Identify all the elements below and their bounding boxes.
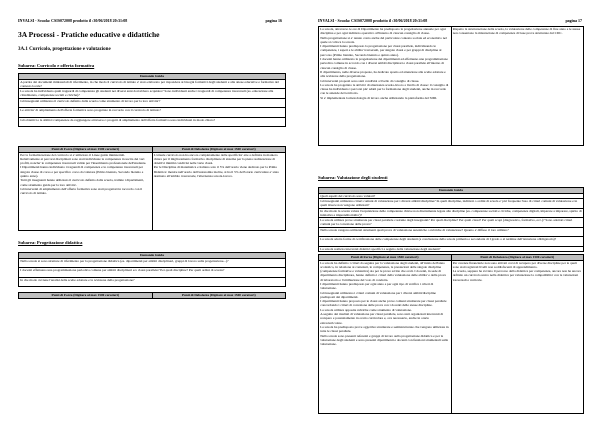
weaknesses-text: L'attuale curricolo non ha ancora completamente delle specificita' atte a definire in maniera chiara per il miglioramento formativo disciplinare di sistema per la piena realizzazione di obiettivi minimi condivisi nelle varie classi. Per le Discipline di matematica e italiano solo il 5% dell'orario viene dedicato per la Prima Didattica: mentre nell'orario dell'autonomia inoltre, si ha il 5% dell'orario curriculare e' stato destinato all'ambito trasversale, l'alternanza scuola-lavoro. xyxy=(152,152,286,230)
guide-question: La scuola adotta forme di certificazione delle competenze degli studenti (a conclusione della scuola primaria e secondaria di I grado o al termine dell'istruzione obbligatoria)? xyxy=(319,237,584,247)
subarea-title-valutazione: Subarea: Valutazione degli studenti xyxy=(318,175,388,180)
guide-questions-table-valutazione xyxy=(318,187,584,252)
page-number: pagina 17 xyxy=(565,18,582,23)
page-number: pagina 16 xyxy=(265,18,282,23)
weaknesses-header: Punti di Debolezza (Digitare al max 1500 caratteri) xyxy=(152,147,286,153)
guide-question: I docenti effettuano una programmazione periodica comune per ambiti disciplinari e/o classi parallele? Per quali discipline? Per quali ordini di scuola? xyxy=(19,268,286,278)
guide-question: Le attivita' di ampliamento dell'offerta formativa sono progettate in raccordo con il curricolo di istituto? xyxy=(19,108,286,118)
progettazione-continuation-table xyxy=(318,26,584,146)
strengths-header: Punti di Forza (Digitare al max 1500 caratteri) xyxy=(19,147,153,153)
guide-question: Gli obiettivi e le abilita'/competenze da raggiungere attraverso i progetti di ampliamento dell'offerta formativa sono individuati in modo chiaro? xyxy=(19,117,286,127)
guide-question: La scuola realizza interventi didattici specifici a seguito della valutazione degli studenti? xyxy=(319,246,584,252)
strengths-weaknesses-table-curricolo xyxy=(18,146,286,231)
weaknesses-header: Punti di Debolezza (Digitare al max 1500 caratteri) xyxy=(152,293,286,299)
weaknesses-text: Per carenze finanziarie non sono attivati corsi di recupero per diverse discipline per le quali sono stati registrati livelli non soddisfacenti di apprendimento. La scuola, seppure ha avviato il percorso della didattica per competenze, ancora non ha ancora definito un curricolo unico nella didattica per valutazione la compatibilita' con le valutazioni trasversali e verticale. xyxy=(451,260,584,413)
page-header-left: INVALSI - Scuola: CSIS072008 prodotto il :30/06/2018 20:31:08 xyxy=(318,18,428,23)
guide-question: Gli insegnanti utilizzano il curricolo definito dalla scuola come strumento di lavoro per la loro attivita'? xyxy=(19,98,286,108)
guide-questions-table-curricolo xyxy=(18,73,286,127)
guide-question: Nella scuola si sono strutture di riferimento per la progettazione didattica (es. dipartimenti per ambiti disciplinari, gruppi di lavoro sulla progettazione...)? xyxy=(19,258,286,268)
strengths-text: La scuola ha definito i criteri da seguire per la valutazione degli studenti, all'inizio dell'anno scolastico, in relazione ai contenuti, le competenze, le prestazioni delle singole discipline (competenze formative e valutative) sia per le prove scritte che orali. I docenti, in sede di dipartimento disciplinare, hanno definito i criteri della valutazione delle abilita' e della prova di laboratorio e l'attribuzione del voto di condotta. I dipartimenti hanno predisposto per ogni anno e per ogni tipo di verifica i criteri di valutazione. Gli insegnanti utilizzano i criteri comuni di valutazione per i diversi ambiti/discipline predisposti dai dipartimenti. I dipartimenti hanno proposto per le classi anche prove comuni strutturate per classi parallele concordando i criteri di correzione delle prove con i docenti delle stesse discipline. La scuola utilizza apposite rubriche come strumento di valutazione. A seguito dei risultati di valutazione per classi parallele, sono stati organizzati interventi di recupero e potenziamento in orario curricolare e, ove necessario, anche in orario extracurricolare. La scuola ha predisposto prove oggettive strutturate e semistrutturate che vengono utilizzate in tutte le classi parallele. Nella scuola sono presenti referenti e gruppi di lavoro sulla progettazione didattica e per la valutazione degli studenti e sono presenti dipartimenti e docenti con funzioni strumentali sulla valutazione. xyxy=(319,260,452,413)
guide-question: In che modo avviene l'analisi delle scelte adottate e la revisione della progettazione? xyxy=(19,277,286,287)
guide-questions-table-progettazione xyxy=(18,252,286,287)
guide-questions-header: Domande Guida xyxy=(319,188,584,194)
guide-questions-header: Domande Guida xyxy=(19,74,286,80)
subarea-title-curricolo: Subarea: Curricolo e offerta formativa xyxy=(18,63,95,68)
guide-question: La scuola utilizza prove strutturate per classi parallele costruite dagli insegnanti? Per quali discipline? Per quali classi? Per quali scopi (diagnostico, formativo, ecc.)? Sono adottati criteri comuni per la correzione delle prove? xyxy=(319,218,584,228)
guide-question: In che modo la scuola valuta l'acquisizione delle competenze chiave non direttamente legate alle discipline (es. competenze sociali e civiche, competenze digitali, imparare a imparare, spirito di iniziativa e imprenditorialita')? xyxy=(320,208,582,217)
guide-question: La scuola ha individuato quali traguardi di competenza gli studenti nei diversi anni dovrebbero acquisire? Sono individuati anche i traguardi di competenza trasversali (es. educazione alla cittadinanza, competenze sociali e civiche)? xyxy=(19,89,286,99)
strengths-weaknesses-table-valutazione xyxy=(318,254,584,414)
guide-question: Nella scuola vengono utilizzati strumenti quali prove di valutazione autentiche o rubriche di valutazione? Quanto e' diffuso il loro utilizzo? xyxy=(319,227,584,237)
guide-question: Quali aspetti del curricolo sono valutati? xyxy=(319,193,584,199)
subarea-title-progettazione: Subarea: Progettazione didattica xyxy=(18,240,83,245)
strengths-header: Punti di Forza (Digitare al max 1500 caratteri) xyxy=(19,293,153,299)
page-17 xyxy=(300,0,600,424)
weaknesses-header: Punti di Debolezza (Digitare al max 1500 caratteri) xyxy=(451,255,584,261)
subsection-title: 3A.1 Curricolo, progettazione e valutazione xyxy=(18,47,111,52)
guide-question: Gli insegnanti utilizzano criteri comuni di valutazione per i diversi ambiti/discipline? In quali discipline, indirizzi o ordini di scuola e' piu' frequente l'uso di criteri comuni di valutazione e in quali invece non vengono utilizzati? xyxy=(319,199,584,209)
page-header-left: INVALSI - Scuola: CSIS072008 prodotto il :30/06/2018 20:31:08 xyxy=(18,18,128,23)
strengths-weaknesses-table-progettazione xyxy=(18,292,286,299)
strengths-text: Per la formalizzazione del curricolo si e' utilizzato il Linee guida ministeriali. Relativamente ai percorsi disciplinari sono stati individuate le competenze in uscita dei vari profili, nonche' le competenze trasversali valide per l'inserimento professionale dell'studente. I Dipartimenti hanno individuato i traguardi di competenza e le competenze trasversali per singola classe di corso e per specifico corso da valutare (Primo biennio, Secondo biennio e quinto anno). Tutti gli insegnanti hanno utilizzato il curricolo definito dalla scuola, tramite i dipartimenti, come strumento guida per la loro attivita'. Gli interventi di ampliamento dell'offerta formativa sono stati progettati in raccordo con il curricolo di istituto. xyxy=(19,152,153,230)
strengths-text: La scuola, attraverso le ore di Dipartimento ha predisposto la progettazione annuale per ogni disciplina e per ogni indirizzo operativo all'interno di ciascun consiglio di classe. Nella progettazione si e' tenuto conto anche del particolare contesto sociale ed economico nel quale si colloca la scuola. I dipartimenti hanno predisposto la progettazione per classi parallele, individuando le competenze, i saperi e le abilita' trasversali, per singole classi e per gruppi di discipline al percorso (Primo biennio, Secondo biennio e quinto anno). I docenti hanno utilizzato la progettazione dei dipartimenti ed effettuano una programmazione periodica comune in accordo con i diversi ambiti disciplinari e classi parallele all'interno di ciascun consiglio di classe. Il dipartimento, nelle diverse proposte, ha dedicato spazio ed attenzione alle scelte adottate e alla revisione della progettazione. Gli interventi proposti sono stati condivisi a livello di consiglio di classe. La scuola ha progettato le attivita' di alternanza scuola-lavoro a livello di classe: il consiglio di classe ha individuato i percorsi piu' adatti per la formazione degli studenti, anche in raccordo con le aziende del territorio. Si e' implementata la metodologia di lavoro anche utilizzando la piattaforma del SIDI. xyxy=(319,27,452,146)
weaknesses-text: Rispetto la strutturazione della scuola, la valutazione delle competenze di fine anno e le stesse non consentono la misurazione di competenze di base prove strutturate dal CDC. xyxy=(451,27,584,146)
guide-question: A partire dai documenti ministeriali di riferimento, in che modo il curricolo di istituto e' stato elaborato per rispondere ai bisogni formativi degli studenti e alle attese educative e formative del contesto locale? xyxy=(19,79,286,89)
strengths-header: Punti di Forza (Digitare al max 1500 caratteri) xyxy=(319,255,452,261)
guide-questions-header: Domande Guida xyxy=(19,253,286,259)
section-title: 3A Processi - Pratiche educative e didattiche xyxy=(18,30,160,39)
